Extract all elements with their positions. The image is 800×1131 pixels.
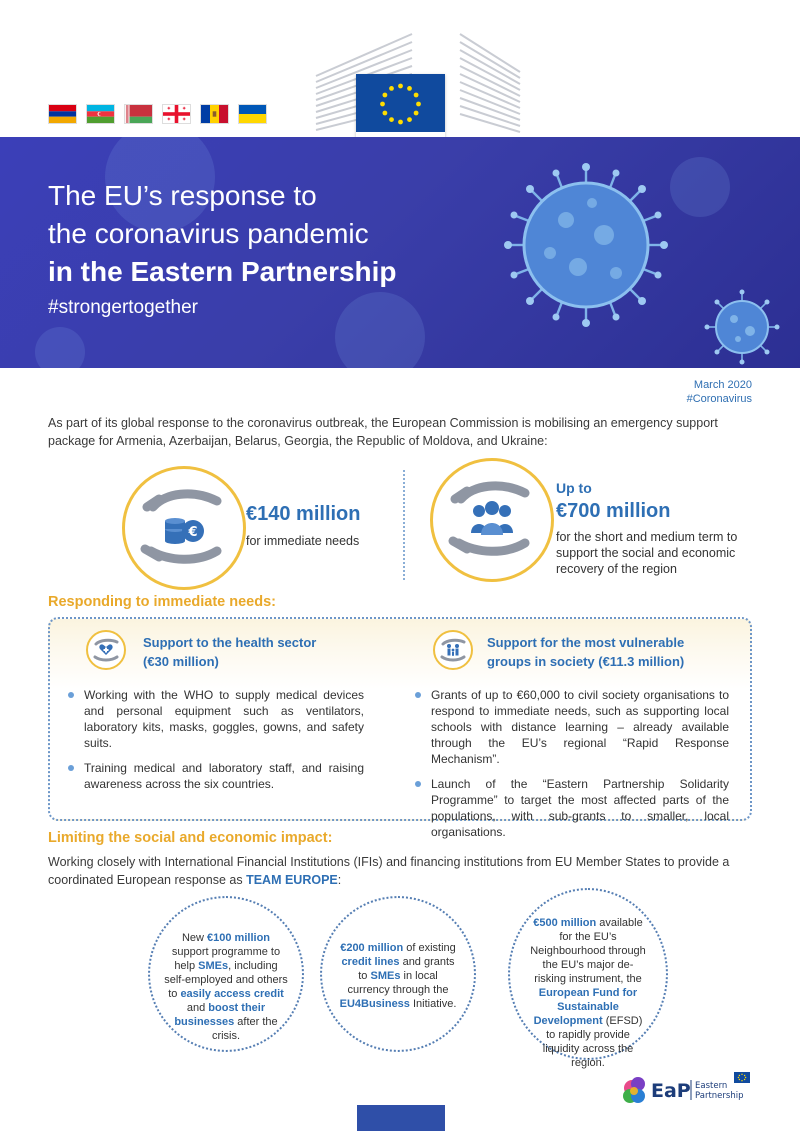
- c2-highlight-4: EU4Business: [339, 998, 410, 1010]
- eap-line1: Eastern: [695, 1081, 728, 1091]
- c1-highlight-3: easily access credit: [180, 988, 284, 1000]
- medium-desc-line1: for the short and medium term to: [556, 530, 738, 544]
- immediate-desc: for immediate needs: [246, 534, 360, 548]
- impact-title: Limiting the social and economic impact:: [48, 830, 333, 846]
- c2-text-4: Initiative.: [409, 998, 457, 1010]
- flag-georgia: [162, 104, 191, 124]
- c1-text-2: support programme to help: [171, 946, 281, 972]
- heart-hands-icon: [88, 632, 124, 668]
- vulnerable-head-line1: Support for the most vulnerable: [487, 635, 685, 650]
- people-hands-icon: [433, 461, 551, 579]
- medium-amount: €700 million: [556, 500, 671, 522]
- health-head-line1: Support to the health sector: [143, 635, 317, 650]
- c3-highlight-2: European Fund for Sustainable Development: [533, 987, 638, 1027]
- impact-intro-end: :: [337, 873, 342, 887]
- eastern-partnership-logo: [620, 1070, 752, 1110]
- immediate-amount: €140 million: [246, 503, 361, 525]
- c2-highlight-3: SMEs: [370, 970, 401, 982]
- title-line-1: The EU’s response to: [48, 180, 317, 211]
- c2-highlight-1: €200 million: [340, 942, 404, 954]
- c2-text-3: in local currency through the: [347, 970, 449, 996]
- money-hands-icon: [125, 469, 243, 587]
- impact-circle-2-text: [336, 941, 460, 1011]
- eap-line2: Partnership: [695, 1091, 744, 1101]
- virus-small: [705, 290, 780, 365]
- footer-accent-bar: [357, 1105, 445, 1131]
- immediate-needs-title: Responding to immediate needs:: [48, 594, 276, 610]
- publication-date: [687, 378, 752, 406]
- c1-highlight-1: €100 million: [207, 932, 271, 944]
- eap-mark: EaP: [651, 1080, 691, 1102]
- family-hands-icon: [435, 632, 471, 668]
- team-europe-highlight: TEAM EUROPE: [246, 873, 338, 887]
- list-item: Grants of up to €60,000 to civil society organisations to respond to immediate needs, such as supporting local schools with distance learning – already available through the EU’s regional “Rapid Response Mechanism”.: [413, 687, 729, 767]
- virus-large: [504, 163, 668, 327]
- health-icon-circle: [86, 630, 126, 670]
- hashtag: #strongertogether: [48, 297, 198, 318]
- vulnerable-bullet-list: [413, 687, 729, 849]
- health-bullet-list: [66, 687, 364, 801]
- impact-intro: [48, 853, 752, 889]
- medium-desc-line2: support the social and economic: [556, 546, 736, 560]
- c1-highlight-2: SMEs: [198, 960, 229, 972]
- flag-moldova: [200, 104, 229, 124]
- medium-desc: [556, 529, 737, 577]
- impact-circle-3-text: [528, 916, 648, 1070]
- title-line-3: in the Eastern Partnership: [48, 256, 397, 287]
- date-text: March 2020: [693, 379, 752, 391]
- date-tag: #Coronavirus: [686, 393, 752, 405]
- flag-azerbaijan: [86, 104, 115, 124]
- health-sector-heading: [143, 633, 316, 671]
- list-item: Working with the WHO to supply medical devices and personal equipment such as ventilators, laboratory kits, masks, goggles, gowns, and safety suits.: [66, 687, 364, 751]
- flag-armenia: [48, 104, 77, 124]
- eap-logo-graphic: [620, 1070, 752, 1110]
- c2-highlight-2: credit lines: [341, 956, 400, 968]
- vulnerable-icon-circle: [433, 630, 473, 670]
- funding-divider: [403, 470, 405, 580]
- eu-flag-icon: [356, 74, 445, 132]
- page-title: [48, 177, 397, 291]
- country-flags: [48, 104, 267, 124]
- funding-medium-circle: [430, 458, 554, 582]
- c1-text-5: after the crisis.: [211, 1016, 278, 1042]
- c3-highlight-1: €500 million: [533, 917, 597, 929]
- c1-text-3: , including self-employed and others to: [164, 960, 288, 1000]
- list-item: Training medical and laboratory staff, and raising awareness across the six countries.: [66, 760, 364, 792]
- intro-paragraph: As part of its global response to the coronavirus outbreak, the European Commission is mobilising an emergency support package for Armenia, Azerbaijan, Belarus, Georgia, the Republic of Moldova, and Ukraine:: [48, 416, 718, 448]
- title-line-2: the coronavirus pandemic: [48, 218, 369, 249]
- vulnerable-groups-heading: [487, 633, 684, 671]
- medium-prefix: Up to: [556, 480, 592, 496]
- flag-ukraine: [238, 104, 267, 124]
- funding-immediate-circle: [122, 466, 246, 590]
- flag-belarus: [124, 104, 153, 124]
- c3-text-1: available for the EU’s Neighbourhood through the EU’s major de-risking instrument, the: [530, 917, 646, 985]
- svg-text:€: €: [188, 525, 198, 540]
- c3-text-2: (EFSD) to rapidly provide liquidity across the region.: [542, 1015, 643, 1069]
- vulnerable-head-line2: groups in society (€11.3 million): [487, 654, 685, 669]
- hero-banner: [0, 137, 800, 368]
- health-head-line2: (€30 million): [143, 654, 219, 669]
- c2-text-1: of existing: [403, 942, 456, 954]
- list-item: Launch of the “Eastern Partnership Solidarity Programme” to target the most affected parts of the populations, with sub-grants to smaller, local organisations.: [413, 776, 729, 840]
- c1-text-1: New: [181, 932, 208, 944]
- impact-intro-text: Working closely with International Financial Institutions (IFIs) and financing institutions from EU Member States to provide a coordinated European response as: [48, 855, 730, 887]
- c2-text-2: and grants to: [358, 956, 455, 982]
- impact-circle-1-text: [164, 931, 288, 1043]
- c1-highlight-4: boost their businesses: [174, 1002, 266, 1028]
- c1-text-4: and: [186, 1002, 209, 1014]
- medium-desc-line3: recovery of the region: [556, 562, 677, 576]
